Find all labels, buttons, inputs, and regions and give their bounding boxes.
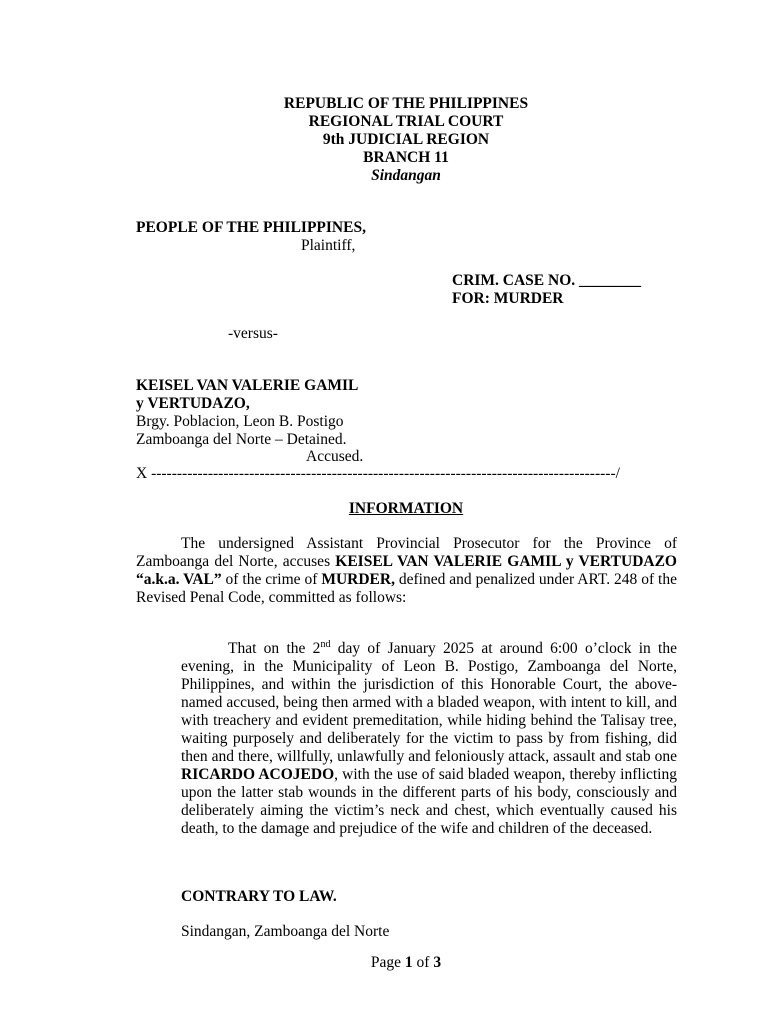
plaintiff-role: Plaintiff, — [301, 237, 356, 254]
intro-text-3: defined and penalized under ART. 248 of the Revised Penal Code, committed as follows: — [136, 571, 677, 606]
page-total: 3 — [433, 954, 442, 971]
page-current: 1 — [404, 954, 413, 971]
case-number: CRIM. CASE NO. ________ — [452, 272, 642, 289]
accused-name-line2: y VERTUDAZO, — [136, 395, 250, 412]
accused-address-line1: Brgy. Poblacion, Leon B. Postigo — [136, 413, 344, 430]
ordinal-suffix: nd — [320, 638, 331, 650]
case-offense: FOR: MURDER — [452, 290, 564, 307]
versus-label: -versus- — [228, 325, 278, 342]
page-of: of — [416, 954, 430, 971]
intro-text-2: of the crime of — [221, 571, 322, 588]
accused-address-line2: Zamboanga del Norte – Detained. — [136, 431, 347, 448]
header-location: Sindangan — [371, 167, 441, 184]
court-header — [0, 95, 768, 185]
crime-name: MURDER, — [321, 571, 395, 588]
facts-text-3: , with the use of said bladed weapon, thereby inflicting upon the latter stab wounds in the different parts of his body, consciously and deliberately aiming the victim’s neck and chest, which eventually caused his death, to the damage and prejudice of the wife and children of the deceased. — [181, 766, 677, 837]
facts-text-1: That on the 2 — [228, 640, 321, 657]
intro-text-1: The undersigned Assistant Provincial Prosecutor for the Province of Zamboanga del Norte, accuses — [136, 535, 677, 570]
victim-name: RICARDO ACOJEDO — [181, 766, 335, 783]
header-branch: BRANCH 11 — [363, 149, 449, 166]
accused-full-name: KEISEL VAN VALERIE GAMIL y VERTUDAZO “a.k.a. VAL” — [136, 553, 677, 588]
header-republic: REPUBLIC OF THE PHILIPPINES — [283, 95, 529, 112]
header-region: 9th JUDICIAL REGION — [322, 131, 490, 148]
signing-place: Sindangan, Zamboanga del Norte — [181, 923, 390, 940]
contrary-to-law: CONTRARY TO LAW. — [181, 888, 337, 905]
intro-paragraph — [136, 535, 677, 607]
accused-role: Accused. — [306, 448, 364, 465]
facts-paragraph — [181, 640, 677, 838]
facts-text-2: day of January 2025 at around 6:00 o’clock in the evening, in the Municipality of Leon B. Postigo, Zamboanga del Norte, Philippines, and within the jurisdiction of this Honorable Court, the above-named accused, being then armed with a bladed weapon, with intent to kill, and with treachery and evident premeditation, while hiding behind the Talisay tree, waiting purposely and deliberately for the victim to pass by from fishing, did then and there, willfully, unlawfully and feloniously attack, assault and stab one — [181, 640, 677, 765]
document-title: INFORMATION — [348, 500, 464, 517]
caption-separator: X ------------------------------------------------------------------------------------------/ — [136, 465, 620, 482]
accused-name-line1: KEISEL VAN VALERIE GAMIL — [136, 377, 359, 394]
page-footer — [0, 954, 768, 972]
page-label: Page — [370, 954, 402, 971]
plaintiff-name: PEOPLE OF THE PHILIPPINES, — [136, 219, 366, 236]
header-court: REGIONAL TRIAL COURT — [308, 113, 504, 130]
